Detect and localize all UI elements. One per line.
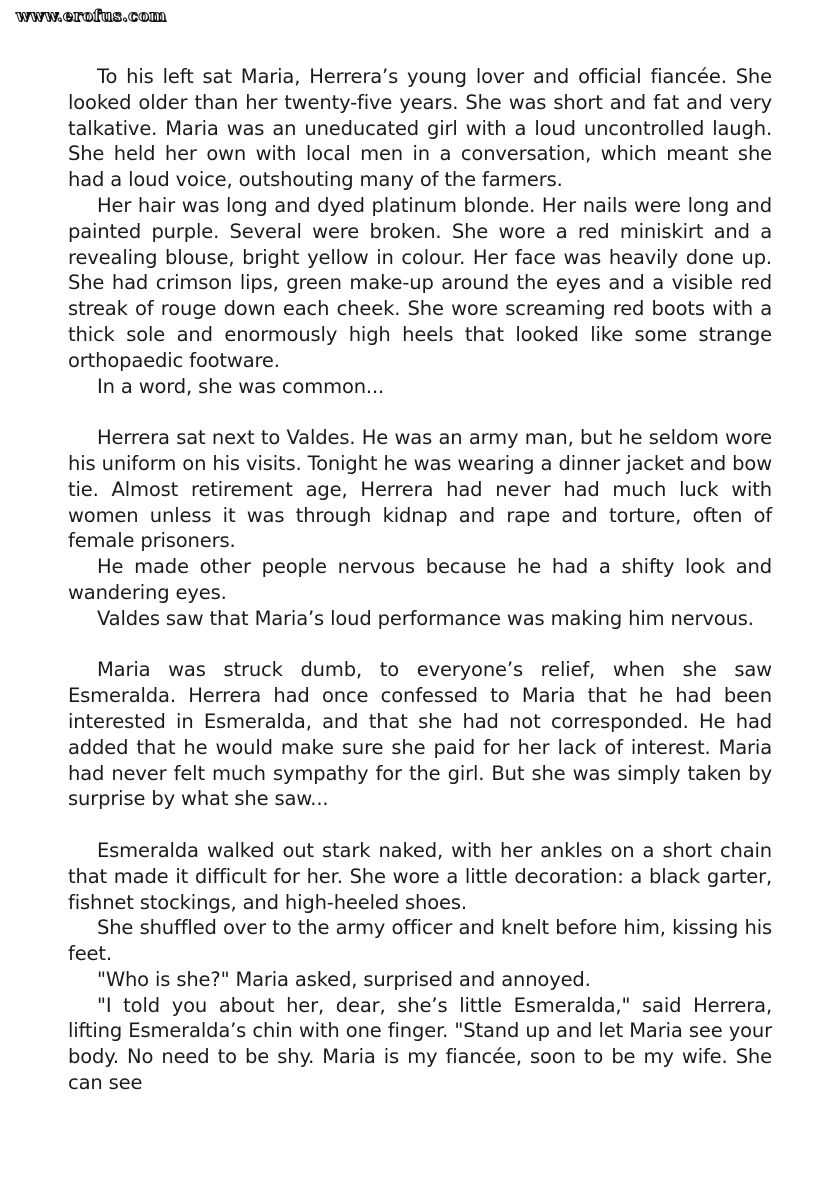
paragraph-gap: [68, 399, 772, 425]
paragraph: Herrera sat next to Valdes. He was an army man, but he seldom wore his uniform on his visits. Tonight he was wearing a dinner jacket and bow tie. Almost retirement age, Herrera had never had much luck with women unless it was through kidnap and rape and torture, often of female prisoners.: [68, 426, 772, 553]
paragraph-gap: [68, 632, 772, 658]
paragraph: Esmeralda walked out stark naked, with her ankles on a short chain that made it difficult for her. She wore a little decoration: a black garter, fishnet stockings, and high-heeled shoes.: [68, 838, 772, 914]
paragraph: Her hair was long and dyed platinum blonde. Her nails were long and painted purple. Several were broken. She wore a red miniskirt and a revealing blouse, bright yellow in colour. Her face was heavily done up. She had crimson lips, green make-up around the eyes and a visible red streak of rouge down each cheek. She wore screaming red boots with a thick sole and enormously high heels that looked like some strange orthopaedic footware.: [68, 193, 772, 372]
site-watermark: www.erofus.com: [16, 6, 167, 25]
paragraph-gap: [68, 812, 772, 838]
page-body: [68, 64, 772, 1096]
paragraph: "Who is she?" Maria asked, surprised and annoyed.: [97, 967, 591, 991]
paragraph: To his left sat Maria, Herrera’s young lover and official fiancée. She looked older than her twenty-five years. She was short and fat and very talkative. Maria was an uneducated girl with a loud uncontrolled laugh. She held her own with local men in a conversation, which meant she had a loud voice, outshouting many of the farmers.: [68, 65, 772, 192]
paragraph: Maria was struck dumb, to everyone’s relief, when she saw Esmeralda. Herrera had once confessed to Maria that he had been interested in Esmeralda, and that she had not corresponded. He had added that he would make sure she paid for her lack of interest. Maria had never felt much sympathy for the girl. But she was simply taken by surprise by what she saw...: [68, 658, 772, 811]
paragraph: In a word, she was common...: [97, 374, 385, 398]
paragraph: Valdes saw that Maria’s loud performance was making him nervous.: [97, 606, 754, 630]
paragraph: He made other people nervous because he had a shifty look and wandering eyes.: [68, 555, 772, 604]
paragraph: "I told you about her, dear, she’s little Esmeralda," said Herrera, lifting Esmeralda’s chin with one finger. "Stand up and let Maria see your body. No need to be shy. Maria is my fiancée, soon to be my wife. She can see: [68, 993, 772, 1095]
paragraph: She shuffled over to the army officer and knelt before him, kissing his feet.: [68, 916, 772, 966]
